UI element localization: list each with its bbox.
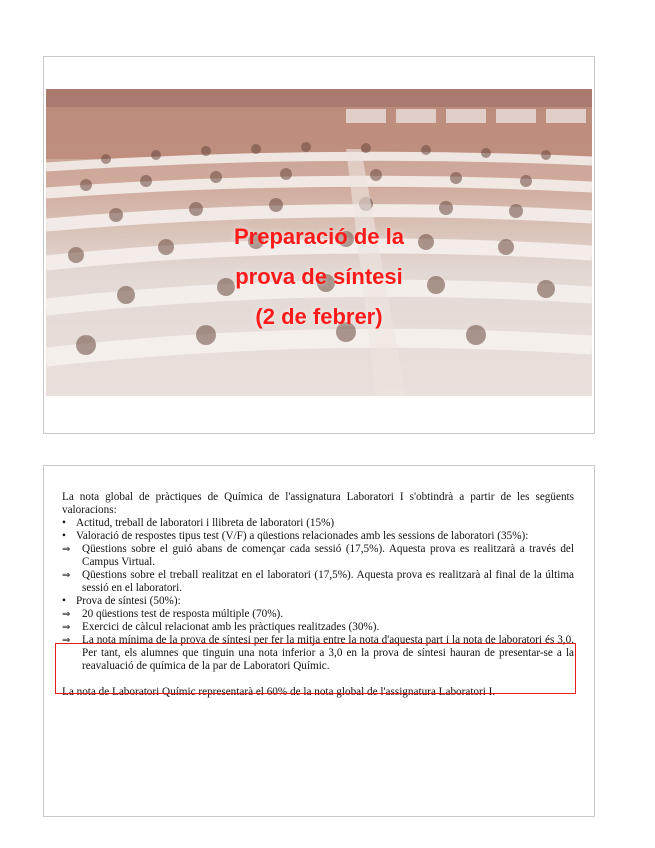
sub-item-calculation	[62, 621, 574, 634]
title-line-2: prova de síntesi	[235, 264, 403, 289]
arrow-right-icon: ⇒	[62, 570, 71, 581]
arrow-right-icon: ⇒	[62, 609, 71, 620]
title-line-1: Preparació de la	[234, 224, 404, 249]
sub-item-multiple-choice	[62, 608, 574, 621]
grading-slide	[43, 465, 595, 817]
title-slide	[43, 56, 595, 434]
arrow-right-icon: ⇒	[62, 635, 71, 646]
minimum-grade-note	[62, 634, 574, 673]
title-line-3: (2 de febrer)	[255, 304, 383, 329]
minimum-grade-note-text: La nota mínima de la prova de síntesi per fer la mitja entre la nota d'aquesta part i la nota de laboratori és 3,0. Per tant, els alumnes que tinguin una nota inferior a 3,0 en la prova de síntesi hauran de presentar-se a la reavaluació de química de la par de Laboratori Químic.	[82, 634, 574, 672]
sub-item-guide-questions	[62, 543, 574, 569]
sub-item-lab-questions-text: Qüestions sobre el treball realitzat en el laboratori (17,5%). Aquesta prova es realitzarà al final de la última sessió en el laboratori.	[82, 569, 574, 594]
list-item-attitude: • Actitud, treball de laboratori i llibreta de laboratori (15%)	[62, 517, 574, 530]
intro-paragraph: La nota global de pràctiques de Química de l'assignatura Laboratori I s'obtindrà a partir de les següents valoracions:	[62, 491, 574, 516]
arrow-right-icon: ⇒	[62, 544, 71, 555]
list-item-synthesis: • Prova de síntesi (50%):	[62, 595, 574, 608]
exam-hall-photo	[46, 89, 592, 396]
sub-item-multiple-choice-text: 20 qüestions test de resposta múltiple (70%).	[82, 608, 284, 620]
list-item-test-answers: • Valoració de respostes tipus test (V/F) a qüestions relacionades amb les sessions de laboratori (35%):	[62, 530, 574, 543]
sub-item-calculation-text: Exercici de càlcul relacionat amb les pràctiques realitzades (30%).	[82, 621, 380, 633]
sub-item-lab-questions	[62, 569, 574, 595]
arrow-right-icon: ⇒	[62, 622, 71, 633]
sub-item-guide-questions-text: Qüestions sobre el guió abans de començar cada sessió (17,5%). Aquesta prova es realitzarà a través del Campus Virtual.	[82, 543, 574, 568]
grading-text	[62, 491, 574, 699]
slide-title	[46, 217, 592, 337]
final-note: La nota de Laboratori Químic representarà el 60% de la nota global de l'assignatura Laboratori I.	[62, 686, 496, 698]
